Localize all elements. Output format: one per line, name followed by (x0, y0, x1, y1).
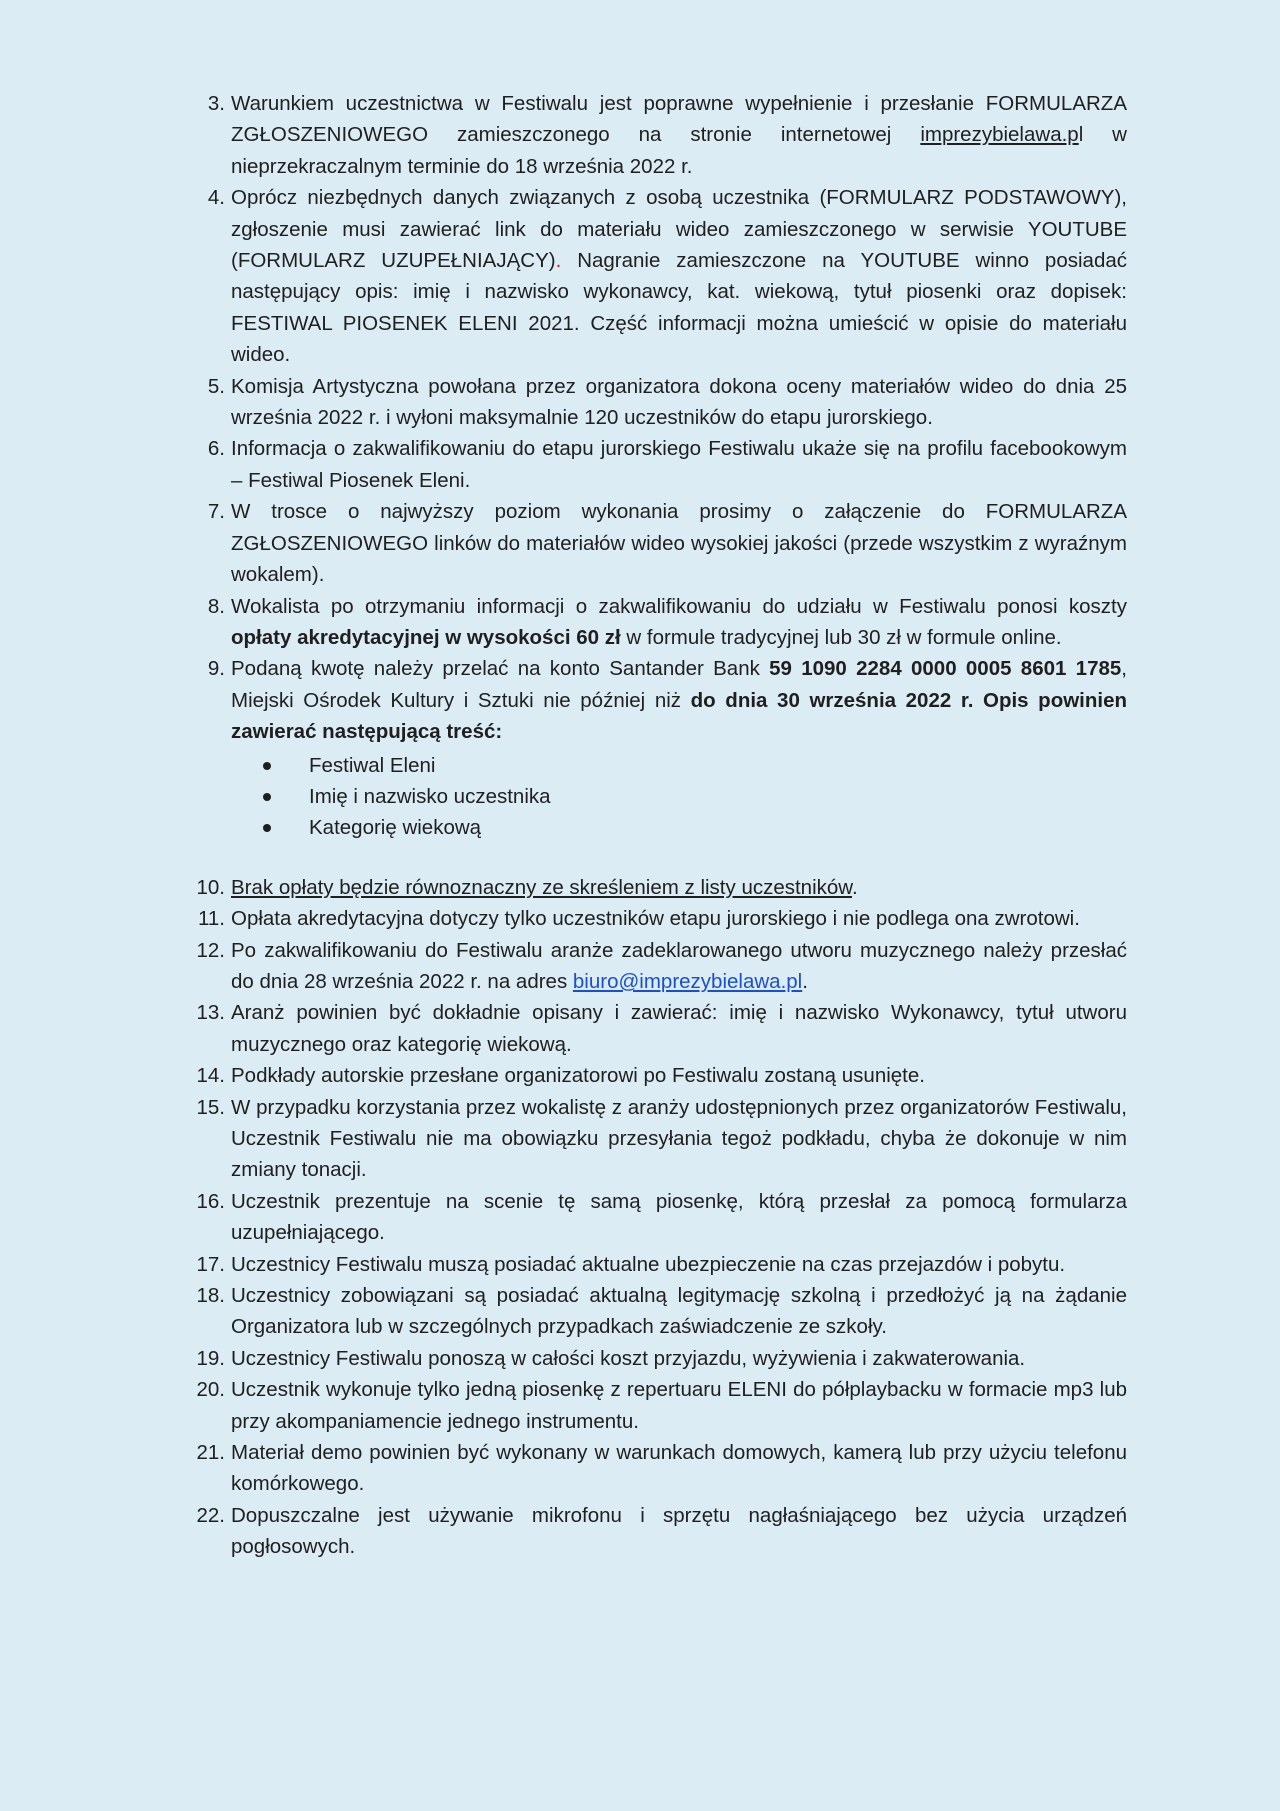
rule-text (231, 595, 1127, 649)
rule-number: 19. (196, 1346, 225, 1370)
rule-item (185, 1437, 1127, 1500)
rule-item (185, 182, 1127, 370)
rule-number: 21. (196, 1441, 225, 1465)
rule-item (185, 371, 1127, 434)
rule-text-run: Warunkiem uczestnictwa w Festiwalu jest poprawne wypełnienie i przesłanie FORMULARZA ZGŁOSZENIOWEGO zamieszczonego na stronie internetowej (231, 92, 1127, 147)
rule-text-run: Uczestnik prezentuje na scenie tę samą piosenkę, którą przesłał za pomocą formularza uzupełniającego. (231, 1189, 1127, 1245)
rule-text-run: Materiał demo powinien być wykonany w warunkach domowych, kamerą lub przy użyciu telefonu komórkowego. (231, 1441, 1127, 1496)
rule-number: 16. (196, 1189, 225, 1213)
rule-text (231, 186, 1127, 366)
rule-number: 22. (196, 1503, 225, 1527)
rule-number: 8. (207, 594, 225, 618)
rule-text-run: Wokalista po otrzymaniu informacji o zakwalifikowaniu do udziału w Festiwalu ponosi koszty (231, 594, 1127, 618)
rule-item (185, 1060, 1127, 1091)
rule-number: 9. (207, 657, 225, 681)
rule-item (185, 1343, 1127, 1374)
rule-item (185, 997, 1127, 1060)
bullet-dot-icon (263, 762, 271, 770)
rule-text (231, 876, 858, 899)
rule-item (185, 1249, 1127, 1280)
rule-text (231, 1504, 1127, 1558)
rule-text-run: Uczestnicy zobowiązani są posiadać aktualną legitymację szkolną i przedłożyć ją na żądanie Organizatora lub w szczególnych przypadkach zaświadczenie ze szkoły. (231, 1284, 1127, 1339)
rule-number: 10. (196, 875, 225, 899)
rule-text-run: Oprócz niezbędnych danych związanych z osobą uczestnika (FORMULARZ PODSTAWOWY), zgłoszenie musi zawierać link do materiału wideo zamieszczonego w serwisie YOUTUBE (FORMULARZ UZUPEŁNIAJĄCY) (231, 186, 1127, 273)
rule-item (185, 653, 1127, 843)
rule-text-run: Informacja o zakwalifikowaniu do etapu jurorskiego Festiwalu ukaże się na profilu facebookowym – Festiwal Piosenek Eleni. (231, 437, 1127, 492)
rule-text (231, 907, 1080, 930)
rule-number: 20. (196, 1378, 225, 1402)
rule-text (231, 1378, 1127, 1432)
rule-text (231, 1096, 1127, 1182)
rule-item (185, 496, 1127, 590)
rule-text (231, 1190, 1127, 1244)
rule-item (185, 1374, 1127, 1437)
rule-text-run: Dopuszczalne jest używanie mikrofonu i sprzętu nagłaśniającego bez użycia urządzeń pogłosowych. (231, 1503, 1127, 1559)
rule-text-run: Opłata akredytacyjna dotyczy tylko uczestników etapu jurorskiego i nie podlega ona zwrotowi. (231, 907, 1080, 931)
rule-number: 3. (207, 92, 225, 115)
rule-number: 11. (198, 907, 225, 931)
rule-text (231, 1441, 1127, 1495)
rule-text (231, 1001, 1127, 1055)
rule-text-run: W trosce o najwyższy poziom wykonania prosimy o załączenie do FORMULARZA ZGŁOSZENIOWEGO linków do materiałów wideo wysokiej jakości (przede wszystkim z wyraźnym wokalem). (231, 500, 1127, 587)
rule-number: 12. (196, 938, 225, 962)
rule-text-run: . (851, 875, 858, 899)
rule-item (185, 903, 1127, 934)
bullet-item (263, 750, 1127, 781)
bullet-item (263, 781, 1127, 812)
rule-text-run: Aranż powinien być dokładnie opisany i zawierać: imię i nazwisko Wykonawcy, tytuł utworu muzycznego oraz kategorię wiekową. (231, 1001, 1127, 1056)
rule-number: 7. (207, 500, 225, 524)
bullet-text: Festiwal Eleni (309, 753, 436, 777)
email-link[interactable]: biuro@imprezybielawa.pl (572, 969, 803, 993)
rule-number: 5. (207, 374, 225, 398)
rule-text-u: imprezybielawa.p (920, 123, 1079, 147)
rule-text-u: Brak opłaty będzie równoznaczny ze skreśleniem z listy uczestników (231, 875, 852, 899)
rule-text-run: Komisja Artystyczna powołana przez organizatora dokona oceny materiałów wideo do dnia 25 września 2022 r. i wyłoni maksymalnie 120 uczestników do etapu jurorskiego. (231, 374, 1127, 430)
rule-text-run: Po zakwalifikowaniu do Festiwalu aranże zadeklarowanego utworu muzycznego należy przesłać do dnia 28 września 2022 r. na adres (231, 938, 1127, 993)
rule-item (185, 935, 1127, 998)
rule-number: 4. (207, 186, 225, 210)
rule-text (231, 1284, 1127, 1338)
rule-text (231, 939, 1127, 993)
rule-text-run: l w nieprzekraczalnym terminie do 18 września 2022 r. (231, 123, 1127, 178)
rule-item (185, 1280, 1127, 1343)
rule-text-red: . (555, 249, 562, 273)
rule-number: 13. (196, 1001, 225, 1025)
rule-text-run: Podaną kwotę należy przelać na konto Santander Bank (231, 657, 770, 681)
rule-item (185, 1500, 1127, 1563)
rule-text (231, 657, 1127, 743)
rule-text-bold: opłaty akredytacyjnej w wysokości 60 zł (231, 625, 621, 649)
rule-text (231, 375, 1127, 429)
bullet-dot-icon (263, 793, 271, 801)
rule-text-bold: do dnia 30 września 2022 r. Opis powinien zawierać następującą treść: (231, 688, 1127, 744)
rule-text-run: . (802, 969, 808, 993)
rule-item (185, 1186, 1127, 1249)
rule-number: 14. (196, 1064, 225, 1088)
bullet-dot-icon (263, 824, 271, 832)
bullet-list (231, 750, 1127, 844)
rule-item (185, 591, 1127, 654)
rule-number: 6. (207, 437, 225, 461)
rule-item (185, 1092, 1127, 1186)
rule-text (231, 1347, 1025, 1370)
rule-text (231, 1253, 1065, 1276)
rules-list (185, 88, 1127, 1563)
rule-text-run: w formule tradycyjnej lub 30 zł w formule online. (620, 625, 1062, 649)
rule-item (185, 872, 1127, 903)
rule-text-run: Uczestnicy Festiwalu muszą posiadać aktualne ubezpieczenie na czas przejazdów i pobytu. (231, 1252, 1066, 1276)
rule-text (231, 500, 1127, 586)
bullet-text: Imię i nazwisko uczestnika (309, 784, 551, 808)
rule-text-run: , Miejski Ośrodek Kultury i Sztuki nie później niż (231, 657, 1127, 712)
rule-number: 18. (196, 1284, 225, 1308)
rule-text-bold: 59 1090 2284 0000 0005 8601 1785 (769, 657, 1122, 681)
rule-text-run: Uczestnik wykonuje tylko jedną piosenkę z repertuaru ELENI do półplaybacku w formacie mp3 lub przy akompaniamencie jednego instrumentu. (231, 1378, 1127, 1433)
rule-text-run: W przypadku korzystania przez wokalistę z aranży udostępnionych przez organizatorów Festiwalu, Uczestnik Festiwalu nie ma obowiązku przesyłania tegoż podkładu, chyba że dokonuje w nim zmiany tonacji. (231, 1095, 1127, 1182)
rule-text-run: Uczestnicy Festiwalu ponoszą w całości koszt przyjazdu, wyżywienia i zakwaterowania. (231, 1346, 1026, 1370)
rule-text (231, 437, 1127, 491)
rule-text (231, 1064, 925, 1087)
bullet-item (263, 812, 1127, 843)
rule-item (185, 88, 1127, 182)
rule-number: 15. (196, 1095, 225, 1119)
bullet-text: Kategorię wiekową (309, 816, 482, 840)
rule-text (231, 92, 1127, 178)
rule-text-run: Podkłady autorskie przesłane organizatorowi po Festiwalu zostaną usunięte. (231, 1064, 925, 1088)
rule-number: 17. (196, 1252, 225, 1276)
rule-text-run: Nagranie zamieszczone na YOUTUBE winno posiadać następujący opis: imię i nazwisko wykonawcy, kat. wiekową, tytuł piosenki oraz dopisek: FESTIWAL PIOSENEK ELENI 2021. Część informacji można umieścić w opisie do materiału wideo. (231, 249, 1127, 367)
rule-item (185, 433, 1127, 496)
